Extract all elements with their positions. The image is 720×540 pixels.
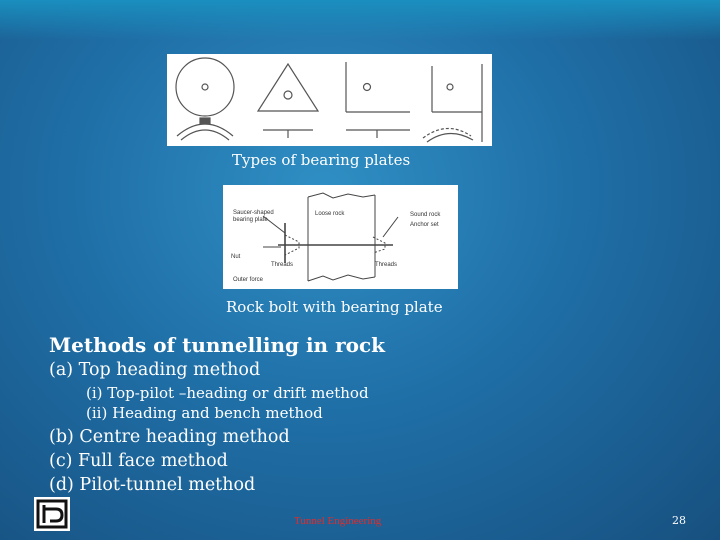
item-a: (a) Top heading method bbox=[49, 360, 261, 380]
label-saucer-2: bearing plate bbox=[233, 217, 268, 223]
label-loose-rock: Loose rock bbox=[315, 211, 345, 217]
item-a-ii: (ii) Heading and bench method bbox=[86, 404, 323, 422]
item-d: (d) Pilot-tunnel method bbox=[49, 475, 256, 495]
bearing-plates-figure bbox=[167, 54, 492, 146]
label-threads-left: Threads bbox=[271, 262, 294, 268]
rock-bolt-figure bbox=[223, 185, 458, 289]
bearing-plates-drawing bbox=[167, 54, 492, 146]
label-nut: Nut bbox=[231, 254, 241, 260]
label-outer-force: Outer force bbox=[233, 277, 264, 283]
label-saucer: Saucer-shaped bbox=[233, 210, 274, 216]
page-number: 28 bbox=[672, 514, 686, 527]
label-threads-right: Threads bbox=[375, 262, 398, 268]
item-b: (b) Centre heading method bbox=[49, 427, 290, 447]
bearing-plates-caption: Types of bearing plates bbox=[232, 151, 411, 169]
item-c: (c) Full face method bbox=[49, 451, 228, 471]
rock-bolt-caption: Rock bolt with bearing plate bbox=[226, 298, 443, 316]
institution-logo bbox=[34, 497, 70, 531]
top-band bbox=[0, 0, 720, 40]
footer-title: Tunnel Engineering bbox=[294, 515, 382, 527]
label-anchor-set: Anchor set bbox=[410, 222, 439, 228]
item-a-i: (i) Top-pilot –heading or drift method bbox=[86, 384, 369, 402]
rock-bolt-drawing bbox=[223, 185, 458, 289]
methods-heading: Methods of tunnelling in rock bbox=[49, 333, 385, 357]
label-sound-rock: Sound rock bbox=[410, 212, 441, 218]
